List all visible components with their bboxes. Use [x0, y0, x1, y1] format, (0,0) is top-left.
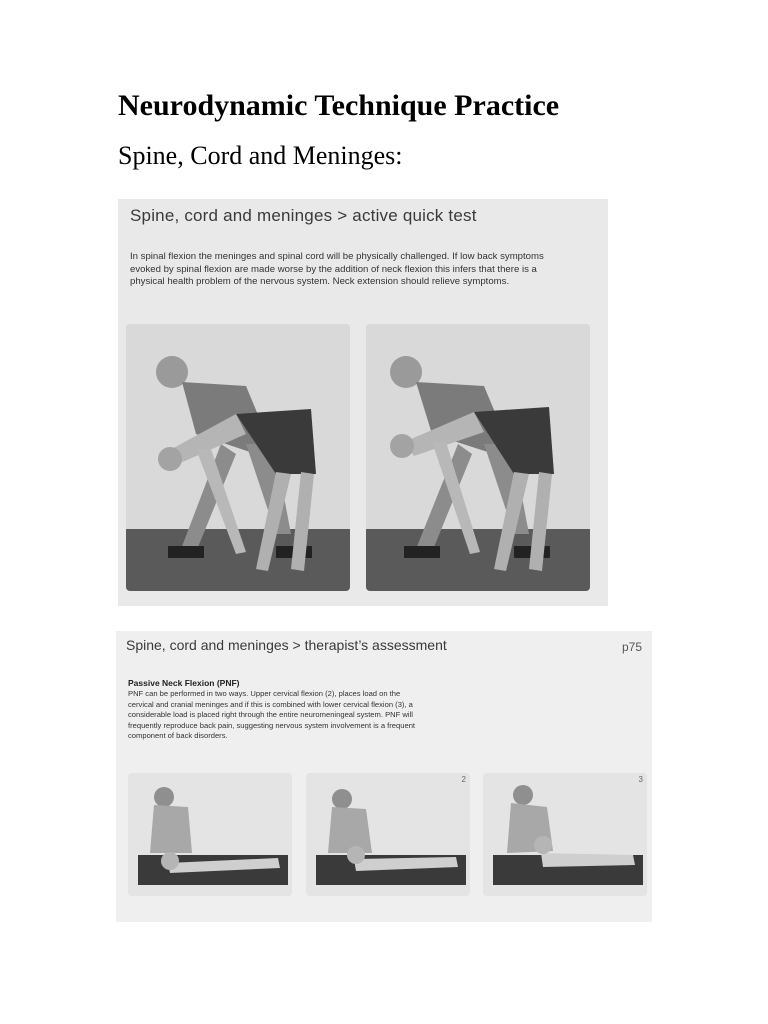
standing-spinal-and-neck-flexion-photo: [366, 324, 590, 591]
scan-paragraph: PNF can be performed in two ways. Upper cervical flexion (2), places load on the cervical and cranial meninges and if this is combined with lower cervical flexion (3), a considerable load is placed right through the entire neuromeningeal system. PNF will frequently reproduce back pain, suggesting nervous system involvement is a frequent component of back disorders.: [128, 689, 416, 740]
standing-spinal-flexion-photo: [126, 324, 350, 591]
scan-paragraph: In spinal flexion the meninges and spinal cord will be physically challenged. If low back symptoms evoked by spinal flexion are made worse by the addition of neck flexion this infers that there is a physical health problem of the nervous system. Neck extension should relieve symptoms.: [130, 251, 544, 287]
scan-therapist-assessment: [116, 631, 652, 922]
page-number: p75: [621, 640, 642, 654]
passive-neck-flexion-photo-2: [306, 773, 470, 896]
document-subtitle: Spine, Cord and Meninges:: [118, 141, 403, 170]
passive-neck-flexion-photo-3: [483, 773, 647, 896]
scan-heading: Spine, cord and meninges > therapist’s assessment: [126, 637, 447, 653]
scan-heading: Spine, cord and meninges > active quick test: [130, 206, 477, 225]
scan-active-quick-test: [118, 199, 608, 606]
passive-neck-flexion-photo-1: [128, 773, 292, 896]
photo-badge: 2: [461, 775, 466, 784]
photo-badge: 3: [638, 775, 643, 784]
document-title: Neurodynamic Technique Practice: [118, 89, 560, 122]
section-title: Passive Neck Flexion (PNF): [128, 678, 240, 688]
